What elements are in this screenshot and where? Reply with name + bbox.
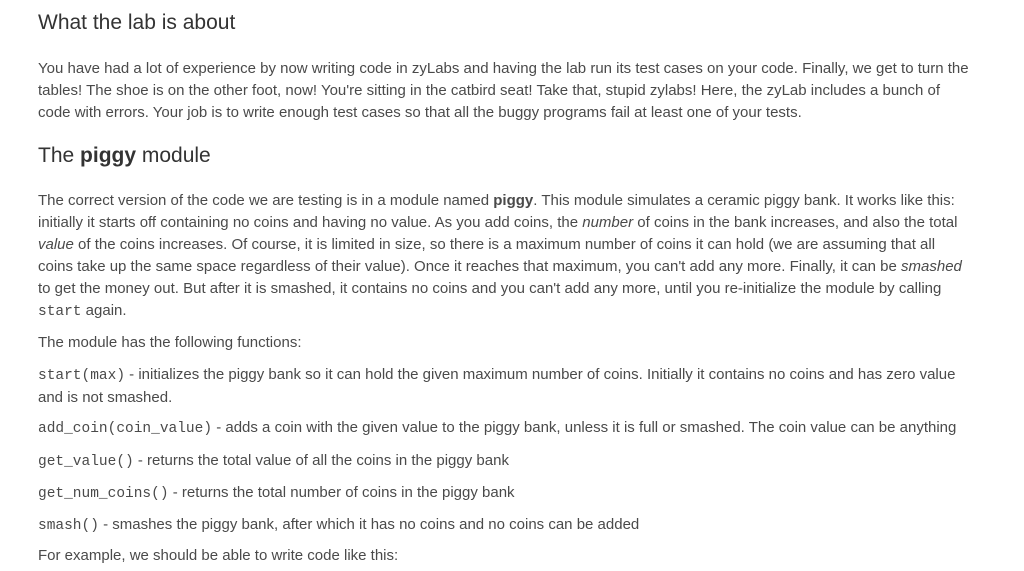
function-description: - adds a coin with the given value to the piggy bank, unless it is full or smashed. The coin value can be anything bbox=[212, 419, 957, 436]
function-description: - initializes the piggy bank so it can hold the given maximum number of coins. Initially it contains no coins and has zero value bbox=[125, 366, 956, 383]
intro-paragraph bbox=[38, 58, 1000, 124]
function-line: and is not smashed. bbox=[38, 389, 173, 406]
function-line bbox=[38, 450, 1000, 473]
description-line bbox=[38, 256, 1000, 278]
emphasis-smashed: smashed bbox=[901, 258, 962, 275]
text-span: initially it starts off containing no coins and having no value. As you add coins, the bbox=[38, 214, 583, 231]
description-line bbox=[38, 190, 1000, 212]
text-span: coins take up the same space regardless of their value). Once it reaches that maximum, you can't add any more. Finally, it can be bbox=[38, 258, 902, 275]
function-description: - returns the total number of coins in the piggy bank bbox=[168, 484, 515, 501]
functions-intro: The module has the following functions: bbox=[38, 334, 302, 351]
text-span: . This module simulates a ceramic piggy bank. It works like this: bbox=[533, 192, 955, 209]
function-get-num-coins bbox=[38, 482, 1000, 505]
function-add-coin bbox=[38, 417, 1000, 440]
text-span: The correct version of the code we are testing is in a module named bbox=[38, 192, 494, 209]
intro-line: code with errors. Your job is to write enough test cases so that all the buggy programs fail at least one of your tests. bbox=[38, 104, 802, 121]
function-get-value bbox=[38, 450, 1000, 473]
function-line bbox=[38, 482, 1000, 505]
heading-text-post: module bbox=[136, 144, 211, 167]
section-heading-lab-about bbox=[38, 11, 235, 35]
module-name-bold: piggy bbox=[493, 192, 534, 209]
function-signature: smash() bbox=[38, 518, 99, 534]
function-signature: add_coin(coin_value) bbox=[38, 421, 213, 437]
description-line bbox=[38, 234, 1000, 256]
function-line bbox=[38, 417, 1000, 440]
function-signature: get_value() bbox=[38, 454, 134, 470]
description-line: to get the money out. But after it is smashed, it contains no coins and you can't add any more, until you re-initialize the module by calling bbox=[38, 280, 942, 297]
function-signature: start(max) bbox=[38, 368, 126, 384]
emphasis-value: value bbox=[38, 236, 74, 253]
text-span: again. bbox=[81, 302, 127, 319]
text-span: of the coins increases. Of course, it is limited in size, so there is a maximum number of coins it can hold (we are assuming that all bbox=[73, 236, 936, 253]
function-smash bbox=[38, 514, 1000, 537]
function-line bbox=[38, 364, 1000, 387]
example-intro: For example, we should be able to write code like this: bbox=[38, 547, 399, 564]
intro-line: tables! The shoe is on the other foot, now! You're sitting in the catbird seat! Take that, stupid zylabs! Here, the zyLab includes a bunch of bbox=[38, 82, 941, 99]
heading-text-pre: The bbox=[38, 144, 81, 167]
description-line bbox=[38, 212, 1000, 234]
intro-line: You have had a lot of experience by now writing code in zyLabs and having the lab run its test cases on your code. Finally, we get to turn the bbox=[38, 60, 969, 77]
function-description: - returns the total value of all the coins in the piggy bank bbox=[133, 452, 509, 469]
piggy-description-paragraph bbox=[38, 190, 1000, 323]
emphasis-number: number bbox=[582, 214, 634, 231]
inline-code-start: start bbox=[38, 304, 82, 320]
text-span: of coins in the bank increases, and also the total bbox=[633, 214, 958, 231]
function-signature: get_num_coins() bbox=[38, 486, 169, 502]
description-line bbox=[38, 300, 1000, 323]
function-description: - smashes the piggy bank, after which it has no coins and no coins can be added bbox=[98, 516, 640, 533]
heading-text-bold: piggy bbox=[80, 144, 137, 167]
section-heading-piggy-module bbox=[38, 144, 211, 168]
heading-text: What the lab is about bbox=[38, 11, 236, 34]
function-start bbox=[38, 364, 1000, 409]
function-line bbox=[38, 514, 1000, 537]
